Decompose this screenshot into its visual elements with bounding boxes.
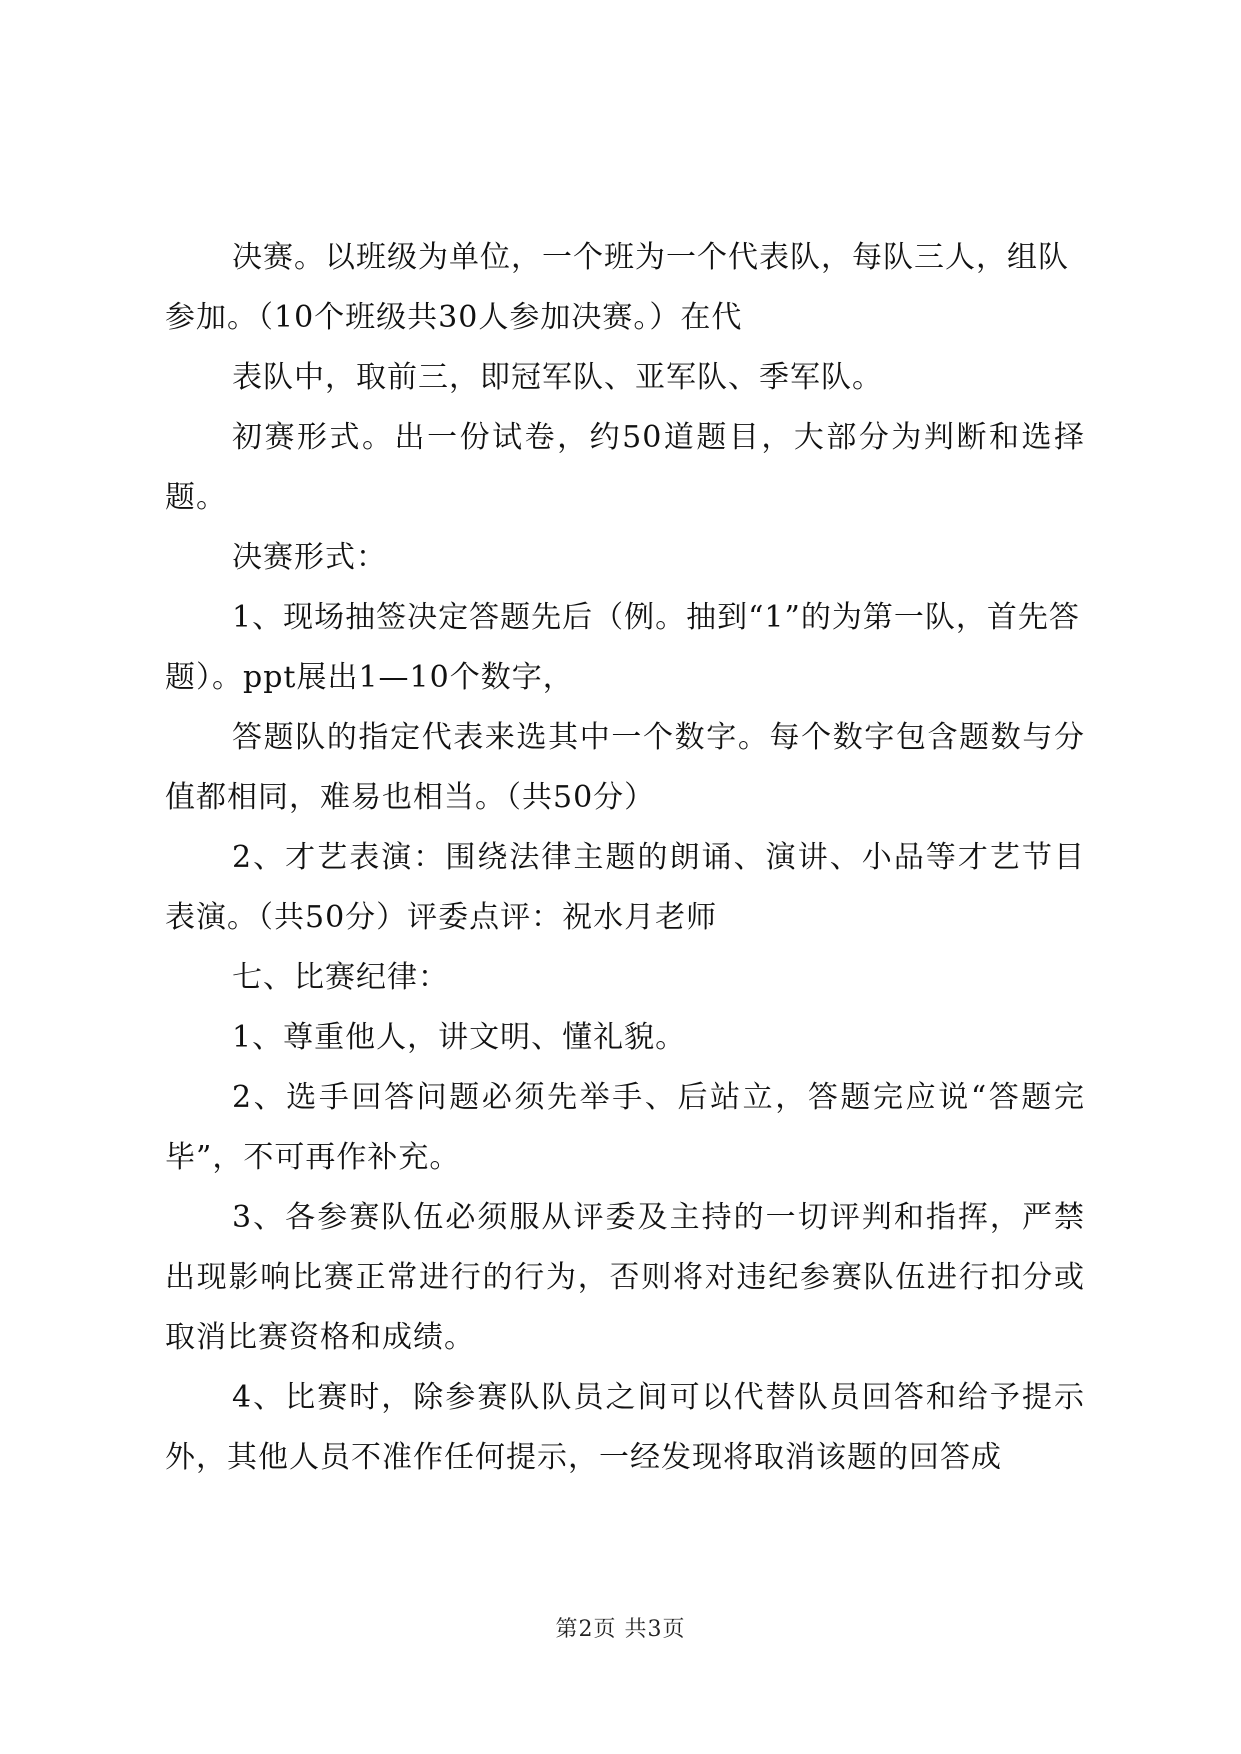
paragraph-discipline-2: 2、选手回答问题必须先举手、后站立，答题完应说“答题完毕”，不可再作补充。 xyxy=(165,1080,1085,1175)
paragraph-final-rule-2: 2、才艺表演：围绕法律主题的朗诵、演讲、小品等才艺节目表演。（共50分）评委点评：祝水月老师 xyxy=(165,840,1085,935)
paragraph-preliminary-format: 初赛形式。出一份试卷，约50道题目，大部分为判断和选择题。 xyxy=(165,420,1085,515)
paragraph-discipline-1: 1、尊重他人，讲文明、懂礼貌。 xyxy=(232,1020,687,1055)
paragraph-final-rule-1: 1、现场抽签决定答题先后（例。抽到“1”的为第一队，首先答题）。ppt展出1—10个数字， xyxy=(165,600,1080,695)
document-body xyxy=(165,228,1085,1488)
paragraph-final-format-heading: 决赛形式： xyxy=(232,540,387,575)
paragraph-discipline-4: 4、比赛时，除参赛队队员之间可以代替队员回答和给予提示外，其他人员不准作任何提示，一经发现将取消该题的回答成 xyxy=(165,1380,1085,1475)
paragraph-final-format-intro: 决赛。以班级为单位，一个班为一个代表队，每队三人，组队参加。（10个班级共30人参加决赛。）在代 xyxy=(165,240,1069,335)
paragraph-final-rule-1-cont: 答题队的指定代表来选其中一个数字。每个数字包含题数与分值都相同，难易也相当。（共50分） xyxy=(165,720,1085,815)
paragraph-top-three: 表队中，取前三，即冠军队、亚军队、季军队。 xyxy=(232,360,883,395)
paragraph-discipline-heading: 七、比赛纪律： xyxy=(232,960,449,995)
paragraph-discipline-3: 3、各参赛队伍必须服从评委及主持的一切评判和指挥，严禁出现影响比赛正常进行的行为，否则将对违纪参赛队伍进行扣分或取消比赛资格和成绩。 xyxy=(165,1200,1085,1355)
page-footer: 第2页 共3页 xyxy=(555,1617,686,1642)
